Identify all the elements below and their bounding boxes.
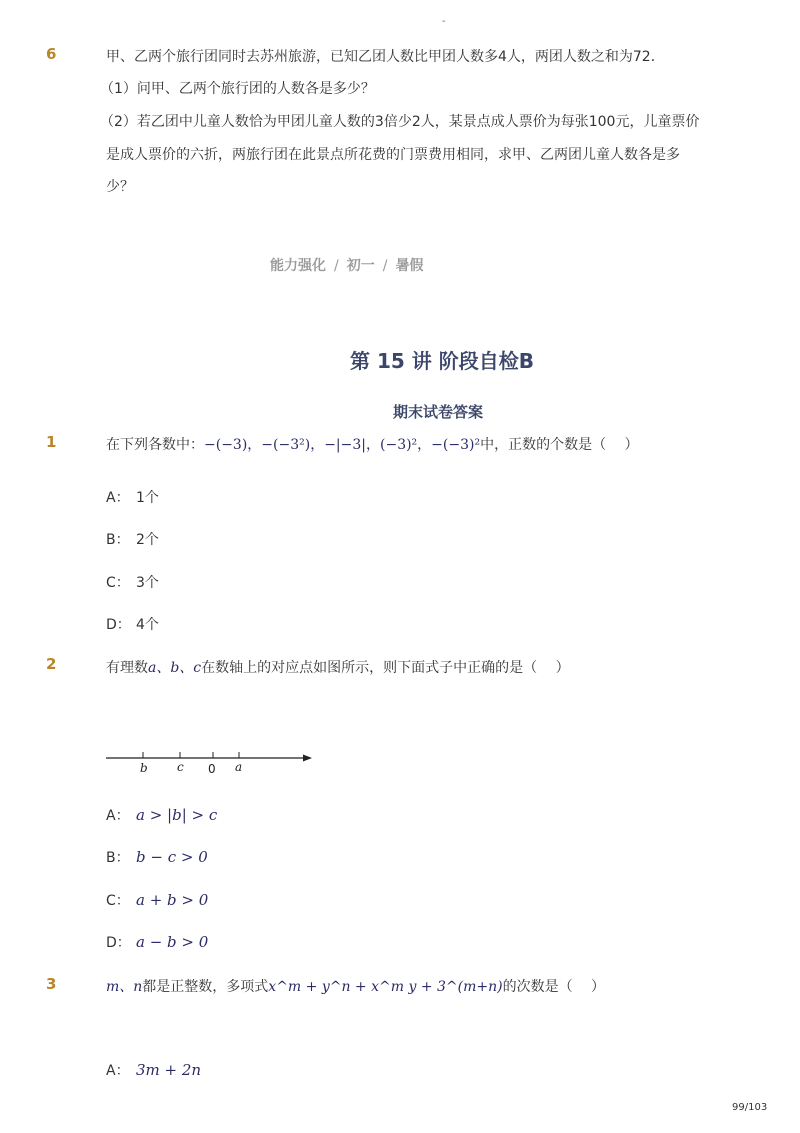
label-c: c — [177, 760, 184, 774]
label-b: b — [140, 761, 148, 775]
question-3-polynomial: x^m + y^n + x^m y + 3^(m+n) — [268, 979, 503, 995]
arrow-right-icon — [303, 755, 312, 762]
question-6-part-2-line-3: 少？ — [106, 179, 134, 195]
question-3-text-b: 的次数是（ ） — [502, 979, 606, 995]
question-number-6: 6 — [46, 45, 57, 63]
option-label: B： — [106, 850, 130, 866]
option-label: C： — [106, 893, 130, 909]
option-b — [106, 847, 208, 867]
breadcrumb-item-course: 能力强化 — [270, 258, 326, 274]
section-title: 期末试卷答案 — [393, 403, 484, 421]
question-1-stem — [106, 434, 639, 454]
question-number-3: 3 — [46, 975, 57, 993]
question-2-text-a: 有理数 — [106, 660, 148, 676]
option-label: C： — [106, 575, 130, 591]
breadcrumb-separator: / — [382, 258, 388, 274]
option-b — [106, 529, 159, 549]
number-line-figure — [100, 744, 320, 780]
question-number-1: 1 — [46, 433, 57, 451]
option-label: B： — [106, 532, 130, 548]
breadcrumb-separator: / — [334, 258, 339, 274]
option-text: 1个 — [136, 490, 159, 506]
option-text: 3m + 2n — [136, 1061, 202, 1079]
option-c — [106, 572, 159, 592]
option-label: A： — [106, 490, 130, 506]
question-number-2: 2 — [46, 655, 57, 673]
option-text: a − b > 0 — [136, 933, 209, 951]
breadcrumb-item-grade: 初一 — [346, 258, 375, 274]
question-3-stem — [106, 976, 605, 996]
option-text: 4个 — [136, 617, 159, 633]
option-label: A： — [106, 1063, 130, 1079]
question-1-expression: −(−3)，−(−3²)，−|−3|，(−3)²，−(−3)² — [204, 437, 481, 453]
option-text: a + b > 0 — [136, 891, 209, 909]
option-label: D： — [106, 617, 131, 633]
option-a — [106, 805, 217, 825]
option-d — [106, 614, 159, 634]
option-text: b − c > 0 — [136, 848, 208, 866]
question-2-vars: a、b、c — [148, 660, 202, 676]
top-mark: - — [442, 16, 446, 27]
option-a — [106, 1060, 201, 1080]
option-a — [106, 487, 159, 507]
option-label: A： — [106, 808, 130, 824]
option-label: D： — [106, 935, 131, 951]
question-2-stem — [106, 657, 570, 677]
question-6-part-2-line-1: （2）若乙团中儿童人数恰为甲团儿童人数的3倍少2人，某景点成人票价为每张100元，儿童票价 — [100, 114, 700, 130]
option-text: 2个 — [136, 532, 159, 548]
question-3-vars: m、n — [106, 979, 143, 995]
page-number: 99/103 — [732, 1102, 768, 1113]
question-2-text-b: 在数轴上的对应点如图所示，则下面式子中正确的是（ ） — [201, 660, 570, 676]
label-zero: 0 — [208, 762, 216, 776]
lecture-title: 第 15 讲 阶段自检B — [350, 349, 534, 373]
option-c — [106, 890, 208, 910]
question-6-part-1: （1）问甲、乙两个旅行团的人数各是多少？ — [100, 81, 375, 97]
question-1-suffix: 中，正数的个数是（ ） — [480, 437, 639, 453]
breadcrumb-item-term: 暑假 — [395, 258, 424, 274]
option-text: 3个 — [136, 575, 159, 591]
option-text: a > |b| > c — [136, 806, 218, 824]
question-6-line: 甲、乙两个旅行团同时去苏州旅游，已知乙团人数比甲团人数多4人，两团人数之和为72． — [106, 49, 665, 65]
question-3-text-a: 都是正整数，多项式 — [142, 979, 269, 995]
breadcrumb — [270, 255, 423, 275]
question-6-part-2-line-2: 是成人票价的六折，两旅行团在此景点所花费的门票费用相同，求甲、乙两团儿童人数各是多 — [106, 147, 680, 163]
question-1-prefix: 在下列各数中： — [106, 437, 204, 453]
option-d — [106, 932, 208, 952]
label-a: a — [235, 760, 243, 774]
